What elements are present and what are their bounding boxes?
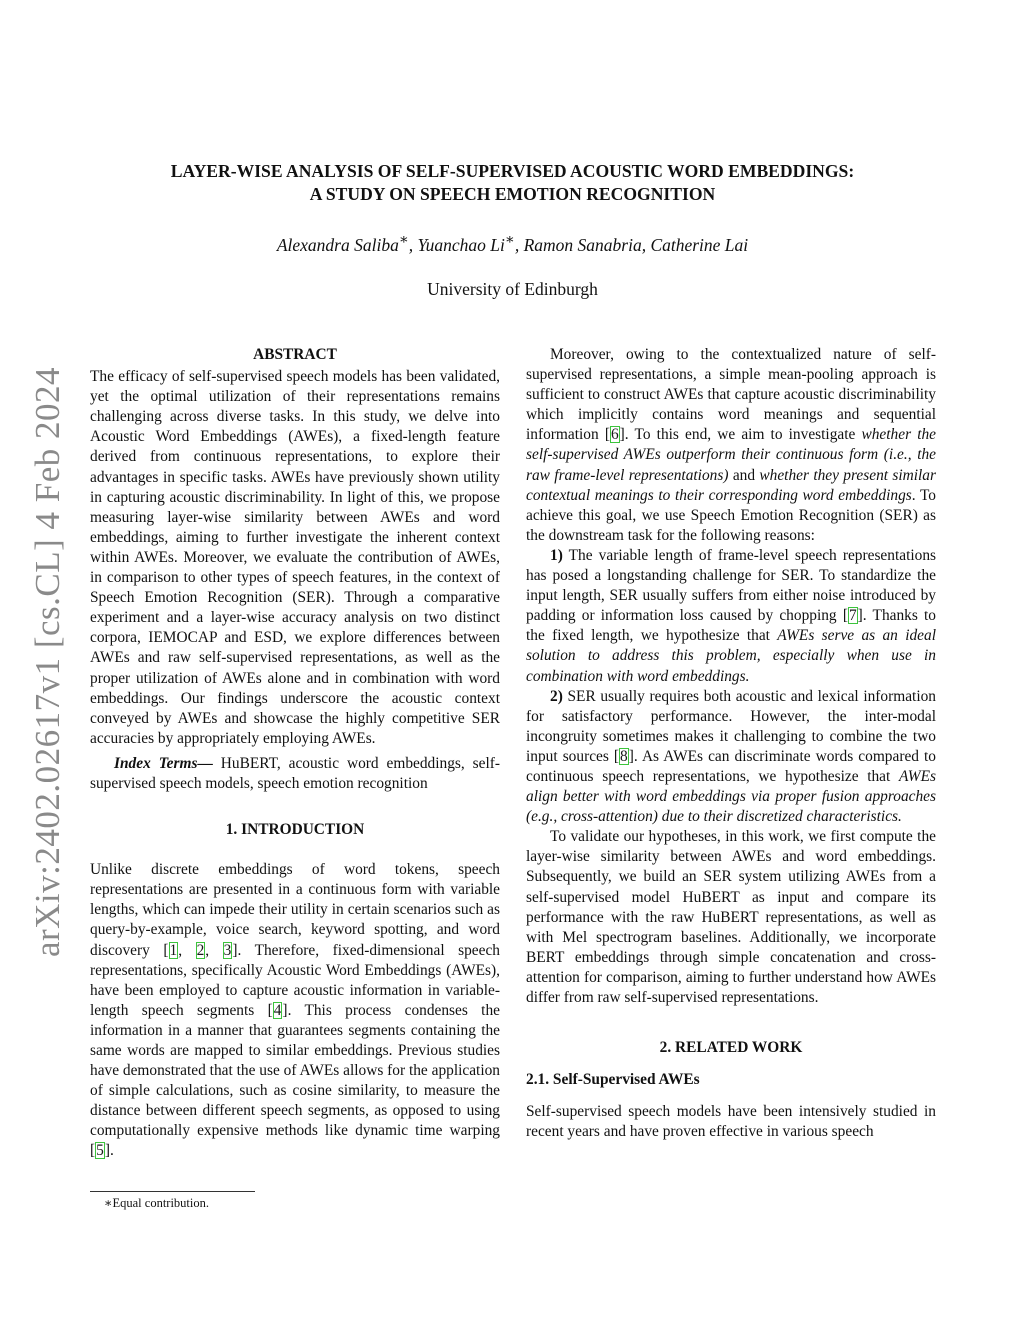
intro-paragraph: Unlike discrete embeddings of word tokens, speech representations are presented in a continuous form with variable lengths, which can impede their utility in certain scenarios such as query-by-example, voice search, keyword spotting, and word discovery [1, 2, 3]. Therefore, fixed-dimensional speech representations, specifically Acoustic Word Embeddings (AWEs), have been employed to capture acoustic information in variable-length speech segments [4]. This process condenses the information in a manner that guarantees segments containing the same words are mapped to similar embeddings. Previous studies have demonstrated that the use of AWEs allows for the application of simple calculations, such as cosine similarity, to measure the distance between different speech segments, as opposed to using computationally expensive methods like dynamic time warping [5]. <box>90 861 500 1160</box>
related-work-paragraph: Self-supervised speech models have been intensively studied in recent years and have proven effective in various speech <box>526 1103 936 1141</box>
citation-link[interactable]: 8 <box>620 747 628 765</box>
title-line-2: A STUDY ON SPEECH EMOTION RECOGNITION <box>309 184 716 204</box>
related-work-heading: 2. RELATED WORK <box>659 1039 803 1057</box>
footnote: ∗Equal contribution. <box>104 1196 210 1210</box>
citation-link[interactable]: 7 <box>848 607 857 625</box>
intro-heading: 1. INTRODUCTION <box>225 821 365 839</box>
citation-link[interactable]: 5 <box>96 1142 104 1160</box>
reason-1-paragraph: 1) The variable length of frame-level speech representations has posed a longstanding challenge for SER. To standardize the input length, SER usually suffers from either noise introduced by padding or information loss caused by chopping [7]. Thanks to the fixed length, we hypothesize that AWEs serve as an ideal solution to address this problem, especially when use in combination with word embeddings. <box>526 546 937 685</box>
author-1: Alexandra Saliba <box>276 234 399 255</box>
citation-link[interactable]: 2 <box>196 941 205 959</box>
plan-paragraph: To validate our hypotheses, in this work, we first compute the layer-wise similarity between AWEs and word embeddings. Subsequently, we build an SER system utilizing AWEs from a self-supervised model HuBERT as input and compare its performance with the raw HuBERT representations, as well as with Mel spectrogram baselines. Additionally, we incorporate BERT embeddings through simple concatenation and cross-attention for comparison, aiming to further understand how AWEs differ from raw self-supervised representations. <box>526 828 936 1006</box>
title-line-1: LAYER-WISE ANALYSIS OF SELF-SUPERVISED ACOUSTIC WORD EMBEDDINGS: <box>170 161 855 181</box>
index-terms: Index Terms— HuBERT, acoustic word embeddings, self-supervised speech models, speech emotion recognition <box>90 754 500 792</box>
citation-link[interactable]: 3 <box>223 941 232 959</box>
arxiv-stamp: arXiv:2402.02617v1 [cs.CL] 4 Feb 2024 <box>28 366 67 958</box>
paper-title <box>90 160 935 206</box>
reason-2-paragraph: 2) SER usually requires both acoustic and lexical information for satisfactory performance. However, the inter-modal incongruity sometimes makes it challenging to combine the two input sources [8]. As AWEs can discriminate words compared to continuous speech representations, we hypothesize that AWEs align better with word embeddings via proper fusion approaches (e.g., cross-attention) due to their discretized characteristics. <box>526 687 936 826</box>
abstract-text: The efficacy of self-supervised speech models has been validated, yet the optimal utilization of their representations remains challenging across diverse tasks. In this study, we delve into Acoustic Word Embeddings (AWEs), a fixed-length feature derived from continuous representations, to explore their advantages in specific tasks. AWEs have previously shown utility in capturing acoustic discriminability. In light of this, we propose measuring layer-wise similarity between AWEs and word embeddings, aiming to further investigate the inherent context within AWEs. Moreover, we evaluate the contribution of AWEs, in comparison to other types of speech features, in the context of Speech Emotion Recognition (SER). Through a comparative experiment and a layer-wise accuracy analysis on two distinct corpora, IEMOCAP and ESD, we explore differences between AWEs and raw self-supervised representations, as well as the proper utilization of AWEs alone and in combination with word embeddings. Our findings underscore the acoustic context conveyed by AWEs and showcase the highly competitive SER accuracies by appropriately employing AWEs. <box>90 368 500 747</box>
author-rest: , Ramon Sanabria, Catherine Lai <box>514 234 749 255</box>
author-2: Yuanchao Li <box>417 234 505 255</box>
footnote-rule <box>90 1191 255 1192</box>
subsection-heading: 2.1. Self-Supervised AWEs <box>526 1071 700 1089</box>
author-list: Alexandra Saliba∗, Yuanchao Li∗, Ramon Sanabria, Catherine Lai <box>276 232 749 255</box>
left-column <box>90 345 500 1162</box>
motivation-paragraph: Moreover, owing to the contextualized nature of self-supervised representations, a simple mean-pooling approach is sufficient to construct AWEs that capture acoustic discriminability which implicitly contains word meanings and sequential information [6]. To this end, we aim to investigate whether the self-supervised AWEs outperform their continuous form (i.e., the raw frame-level representations) and whether they present similar contextual meanings to their corresponding word embeddings. To achieve this goal, we use Speech Emotion Recognition (SER) as the downstream task for the following reasons: <box>526 346 936 544</box>
affiliation: University of Edinburgh <box>427 279 598 299</box>
abstract-heading: ABSTRACT <box>253 346 337 363</box>
citation-link[interactable]: 6 <box>610 426 619 444</box>
citation-link[interactable]: 4 <box>273 1001 282 1019</box>
citation-link[interactable]: 1 <box>169 941 178 959</box>
right-column <box>526 345 936 1142</box>
